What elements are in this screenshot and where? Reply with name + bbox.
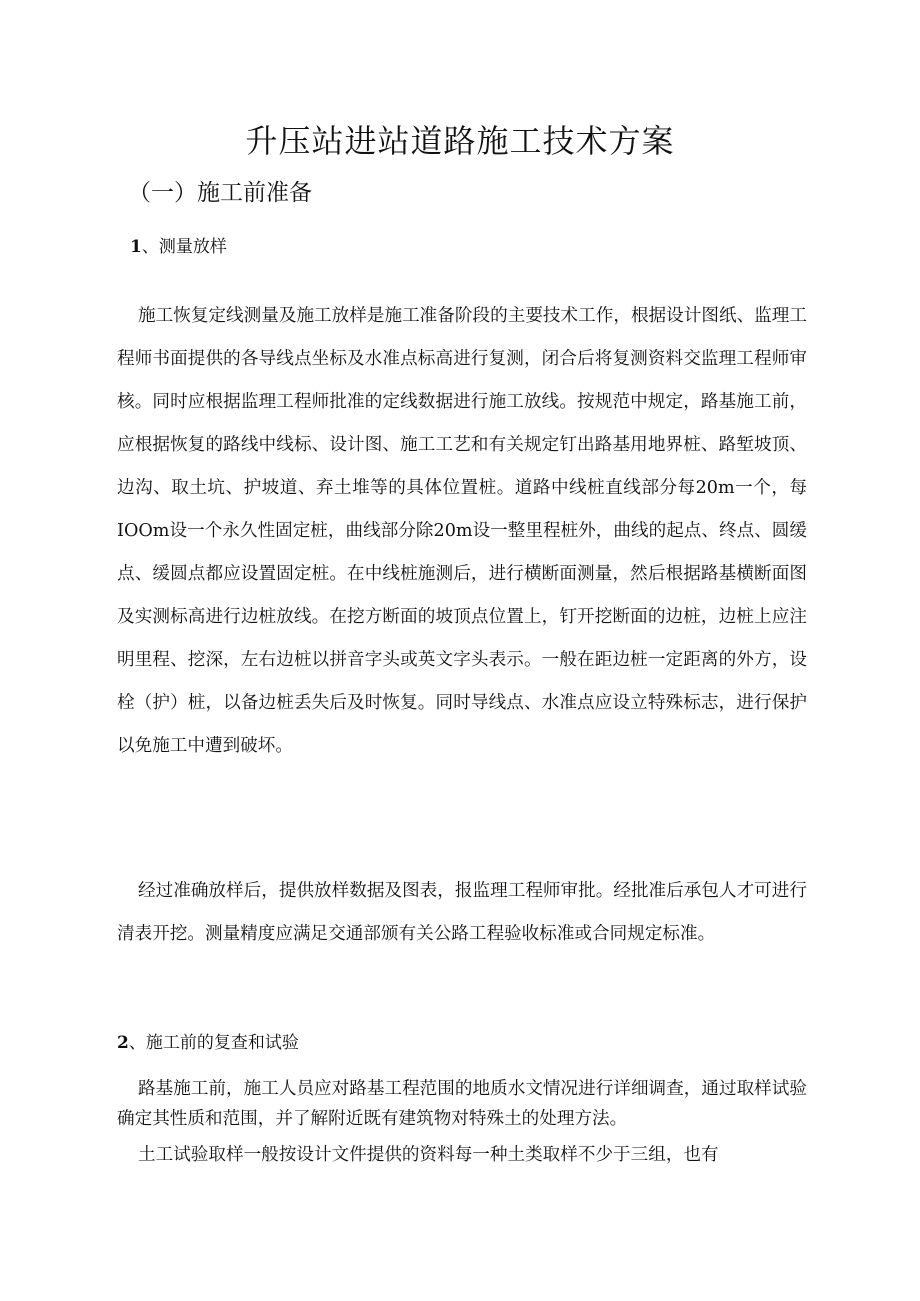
subheading-text: 、测量放样 [141, 237, 227, 257]
paragraph-soil-sampling: 土工试验取样一般按设计文件提供的资料每一种土类取样不少于三组，也有 [138, 1145, 719, 1165]
paragraph-site-investigation: 路基施工前，施工人员应对路基工程范围的地质水文情况进行详细调查，通过取样试验确定其性质和范围，并了解附近既有建筑物对特殊土的处理方法。 [117, 1079, 807, 1129]
subheading-review-testing [117, 1028, 299, 1053]
subheading-text: 、施工前的复查和试验 [128, 1033, 299, 1053]
document-title: 升压站进站道路施工技术方案 [245, 122, 675, 160]
paragraph-approval: 经过准确放样后，提供放样数据及图表，报监理工程师审批。经批准后承包人才可进行清表开挖。测量精度应满足交通部颁有关公路工程验收标准或合同规定标准。 [117, 881, 807, 944]
paragraph-survey-procedure: 施工恢复定线测量及施工放样是施工准备阶段的主要技术工作，根据设计图纸、监理工程师书面提供的各导线点坐标及水准点标高进行复测，闭合后将复测资料交监理工程师审核。同时应根据监理工程师批准的定线数据进行施工放线。按规范中规定，路基施工前，应根据恢复的路线中线标、设计图、施工工艺和有关规定钉出路基用地界桩、路堑坡顶、边沟、取土坑、护坡道、弃土堆等的具体位置桩。道路中线桩直线部分每20m一个，每IOOm设一个永久性固定桩，曲线部分除20m设一整里程桩外，曲线的起点、终点、圆缓点、缓圆点都应设置固定桩。在中线桩施测后，进行横断面测量，然后根据路基横断面图及实测标高进行边桩放线。在挖方断面的坡顶点位置上，钉开挖断面的边桩，边桩上应注明里程、挖深，左右边桩以拼音字头或英文字头表示。一般在距边桩一定距离的外方，设栓（护）桩，以备边桩丢失后及时恢复。同时导线点、水准点应设立特殊标志，进行保护以免施工中遭到破坏。 [117, 306, 807, 756]
subheading-number: 2 [117, 1033, 129, 1053]
subheading-number: 1 [130, 237, 142, 257]
section-heading-preparation: （一）施工前准备 [128, 180, 312, 206]
subheading-survey-layout [130, 232, 227, 257]
